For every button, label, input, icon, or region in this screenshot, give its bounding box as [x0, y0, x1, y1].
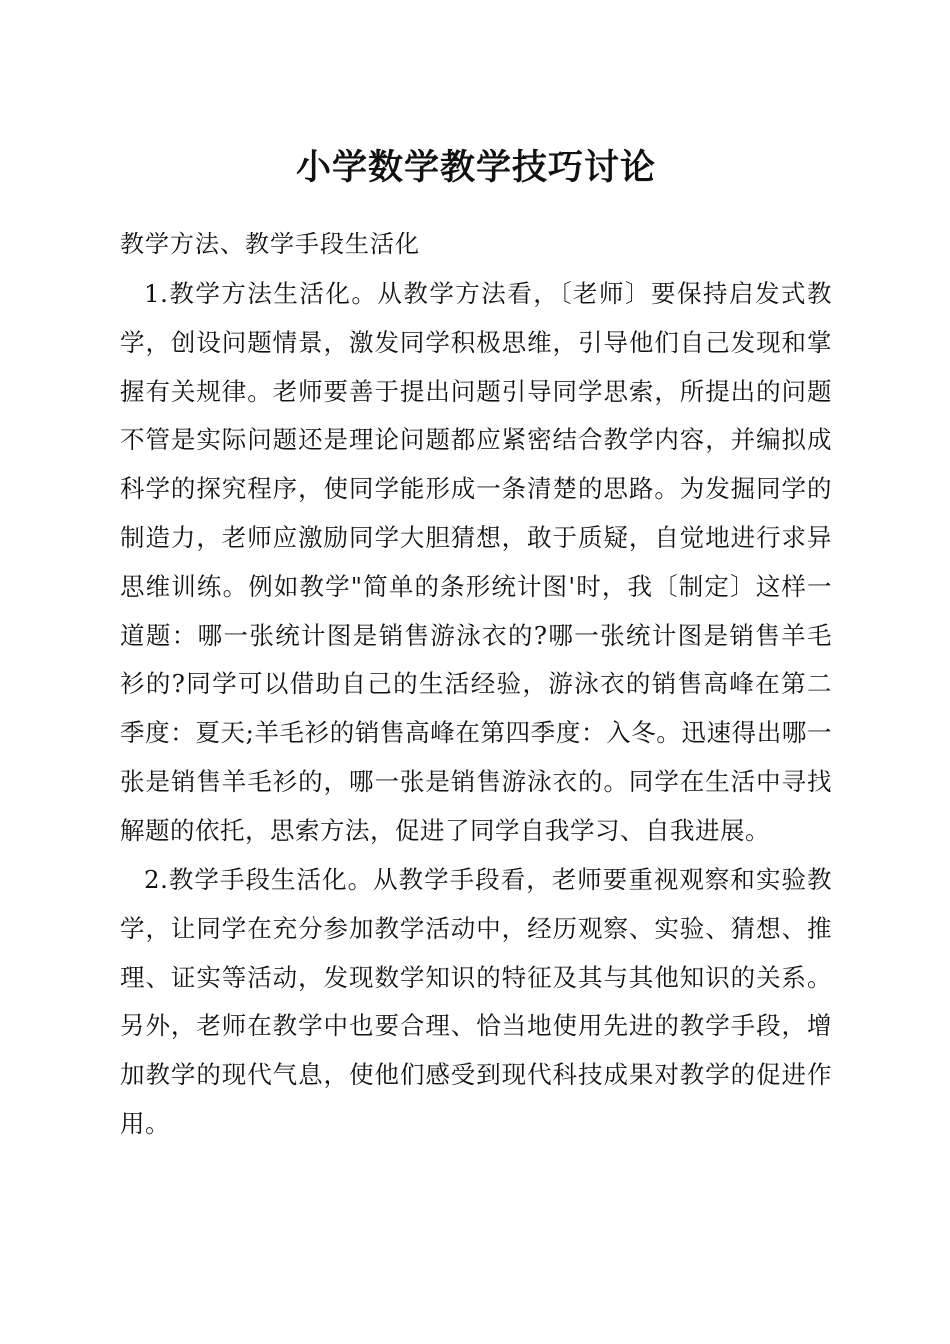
section-heading: 教学方法、教学手段生活化 — [120, 230, 420, 258]
document-title: 小学数学教学技巧讨论 — [295, 147, 656, 188]
paragraph-teaching-means: 2.教学手段生活化。从教学手段看，老师要重视观察和实验教学，让同学在充分参加教学活动中，经历观察、实验、猜想、推理、证实等活动，发现数学知识的特征及其与其他知识的关系。另外，老师在教学中也要合理、恰当地使用先进的教学手段，增加教学的现代气息，使他们感受到现代科技成果对教学的促进作用。 — [120, 865, 832, 1138]
paragraph-teaching-methods: 1.教学方法生活化。从教学方法看，〔老师〕要保持启发式教学，创设问题情景，激发同学积极思维，引导他们自己发现和掌握有关规律。老师要善于提出问题引导同学思索，所提出的问题不管是实际问题还是理论问题都应紧密结合教学内容，并编拟成科学的探究程序，使同学能形成一条清楚的思路。为发掘同学的制造力，老师应激励同学大胆猜想，敢于质疑，自觉地进行求异思维训练。例如教学"简单的条形统计图'时，我〔制定〕这样一道题：哪一张统计图是销售游泳衣的?哪一张统计图是销售羊毛衫的?同学可以借助自己的生活经验，游泳衣的销售高峰在第二季度：夏天;羊毛衫的销售高峰在第四季度：入冬。迅速得出哪一张是销售羊毛衫的，哪一张是销售游泳衣的。同学在生活中寻找解题的依托，思索方法，促进了同学自我学习、自我进展。 — [120, 279, 832, 845]
